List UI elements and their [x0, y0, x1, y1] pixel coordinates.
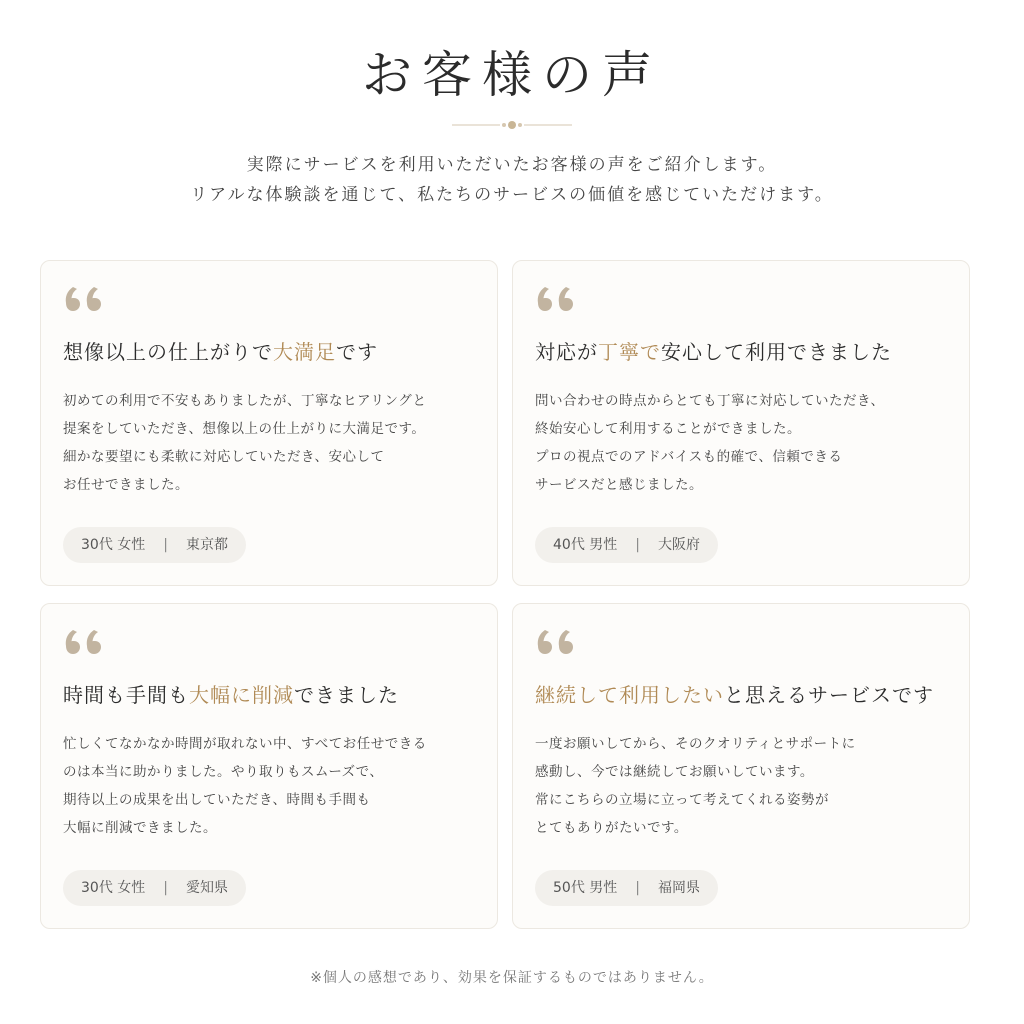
tag-separator: | [163, 880, 168, 896]
body-line: 常にこちらの立場に立って考えてくれる姿勢が [535, 792, 829, 808]
body-line: 細かな要望にも柔軟に対応していただき、安心して [63, 449, 385, 465]
testimonial-body [63, 730, 483, 842]
testimonial-body [535, 387, 955, 499]
customer-tag [535, 527, 718, 563]
body-line: 一度お願いしてから、そのクオリティとサポートに [535, 736, 856, 752]
heading-highlight: 大幅に削減 [189, 683, 294, 707]
body-line: 初めての利用で不安もありましたが、丁寧なヒアリングと [63, 393, 427, 409]
testimonial-heading [535, 337, 955, 367]
disclaimer-footnote: ※個人の感想であり、効果を保証するものではありません。 [310, 970, 714, 986]
heading-highlight: 丁寧で [598, 340, 661, 364]
testimonial-body [63, 387, 483, 499]
testimonial-body [535, 730, 955, 842]
body-line: 問い合わせの時点からとても丁寧に対応していただき、 [535, 393, 885, 409]
intro-line: リアルな体験談を通じて、私たちのサービスの価値を感じていただけます。 [190, 185, 834, 205]
section-intro [0, 150, 1024, 210]
customer-age-gender: 30代 女性 [81, 537, 146, 553]
body-line: 終始安心して利用することができました。 [535, 421, 801, 437]
heading-text: です [336, 340, 378, 364]
divider-ornament-icon [452, 118, 572, 132]
heading-highlight: 継続して利用したい [535, 683, 724, 707]
intro-line: 実際にサービスを利用いただいたお客様の声をご紹介します。 [246, 155, 778, 175]
body-line: とてもありがたいです。 [535, 820, 688, 836]
heading-highlight: 大満足 [273, 340, 336, 364]
body-line: 忙しくてなかなか時間が取れない中、すべてお任せできる [63, 736, 427, 752]
quote-mark-icon [535, 283, 579, 313]
body-line: 期待以上の成果を出していただき、時間も手間も [63, 792, 371, 808]
customer-location: 東京都 [185, 537, 228, 553]
heading-text: 安心して利用できました [661, 340, 892, 364]
customer-tag [63, 527, 246, 563]
customer-tag [535, 870, 718, 906]
body-line: 大幅に削減できました。 [63, 820, 217, 836]
customer-location: 福岡県 [657, 880, 700, 896]
body-line: 感動し、今では継続してお願いしています。 [535, 764, 814, 780]
customer-location: 愛知県 [185, 880, 228, 896]
customer-age-gender: 40代 男性 [553, 537, 618, 553]
testimonial-heading [535, 680, 955, 710]
quote-mark-icon [63, 283, 107, 313]
tag-separator: | [635, 880, 640, 896]
heading-text: 対応が [535, 340, 598, 364]
body-line: プロの視点でのアドバイスも的確で、信頼できる [535, 449, 843, 465]
body-line: サービスだと感じました。 [535, 477, 703, 493]
testimonial-heading [63, 337, 483, 367]
body-line: のは本当に助かりました。やり取りもスムーズで、 [63, 764, 384, 780]
customer-age-gender: 50代 男性 [553, 880, 618, 896]
heading-text: と思えるサービスです [724, 683, 934, 707]
heading-text: できました [294, 683, 399, 707]
testimonial-card [512, 603, 970, 929]
customer-age-gender: 30代 女性 [81, 880, 146, 896]
body-line: お任せできました。 [63, 477, 189, 493]
tag-separator: | [163, 537, 168, 553]
testimonial-card [512, 260, 970, 586]
testimonial-card [40, 603, 498, 929]
body-line: 提案をしていただき、想像以上の仕上がりに大満足です。 [63, 421, 426, 437]
quote-mark-icon [63, 626, 107, 656]
testimonial-card [40, 260, 498, 586]
quote-mark-icon [535, 626, 579, 656]
tag-separator: | [635, 537, 640, 553]
section-title: お客様の声 [362, 46, 662, 104]
heading-text: 時間も手間も [63, 683, 189, 707]
customer-tag [63, 870, 246, 906]
heading-text: 想像以上の仕上がりで [63, 340, 273, 364]
testimonial-heading [63, 680, 483, 710]
customer-location: 大阪府 [657, 537, 700, 553]
